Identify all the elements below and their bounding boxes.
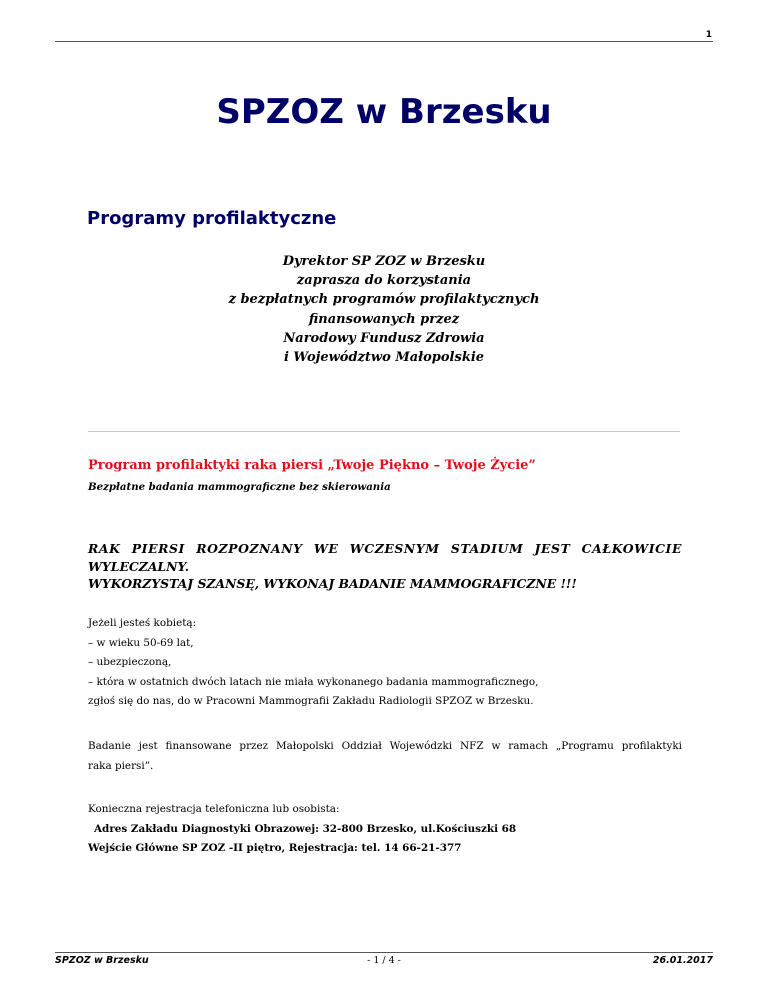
registration-intro: Konieczna rejestracja telefoniczna lub osobista: [88,803,340,815]
footer-divider [55,952,713,953]
funding-paragraph [88,737,682,777]
invitation-line: z bezpłatnych programów profilaktycznych [228,292,540,308]
warning-line: WYLECZALNY. [88,558,190,574]
program-subtitle: Bezpłatne badania mammograficzne bez skierowania [88,481,391,493]
eligibility-line: Jeżeli jesteś kobietą: [88,617,197,629]
registration-address: Adres Zakładu Diagnostyki Obrazowej: 32-800 Brzesko, ul.Kościuszki 68 [94,822,517,835]
section-divider [88,431,680,432]
eligibility-line: – w wieku 50-69 lat, [88,636,194,649]
warning-line: RAK PIERSI ROZPOZNANY WE WCZESNYM STADIUM JEST CAŁKOWICIE [88,541,682,556]
footer-date: 26.01.2017 [652,955,713,966]
warning-line: WYKORZYSTAJ SZANSĘ, WYKONAJ BADANIE MAMMOGRAFICZNE !!! [88,576,577,591]
document-title: SPZOZ w Brzesku [216,92,552,132]
invitation-block [0,252,768,367]
section-title: Programy profilaktyczne [87,208,337,229]
eligibility-line: – która w ostatnich dwóch latach nie miała wykonanego badania mammograficznego, [88,675,539,688]
registration-block [88,800,516,859]
warning-block [88,540,682,593]
header-divider [55,41,713,42]
registration-entrance: Wejście Główne SP ZOZ -II piętro, Rejestracja: tel. 14 66-21-377 [88,842,462,854]
invitation-line: i Województwo Małopolskie [283,350,485,366]
footer-page-counter: - 1 / 4 - [367,955,401,966]
funding-line: raka piersi”. [88,759,154,772]
invitation-line: finansowanych przez [308,311,460,327]
footer-left-label: SPZOZ w Brzesku [55,955,149,966]
eligibility-block [88,614,538,712]
invitation-line: Narodowy Fundusz Zdrowia [283,330,485,346]
invitation-line: Dyrektor SP ZOZ w Brzesku [282,254,486,269]
eligibility-line: zgłoś się do nas, do w Pracowni Mammografii Zakładu Radiologii SPZOZ w Brzesku. [88,695,534,707]
invitation-line: zaprasza do korzystania [296,273,472,289]
funding-line: Badanie jest finansowane przez Małopolski Oddział Wojewódzki NFZ w ramach „Programu profilaktyki [88,740,682,752]
page-number: 1 [705,30,712,40]
eligibility-line: – ubezpieczoną, [88,656,172,668]
program-title: Program profilaktyki raka piersi „Twoje Piękno – Twoje Życie” [88,458,536,473]
